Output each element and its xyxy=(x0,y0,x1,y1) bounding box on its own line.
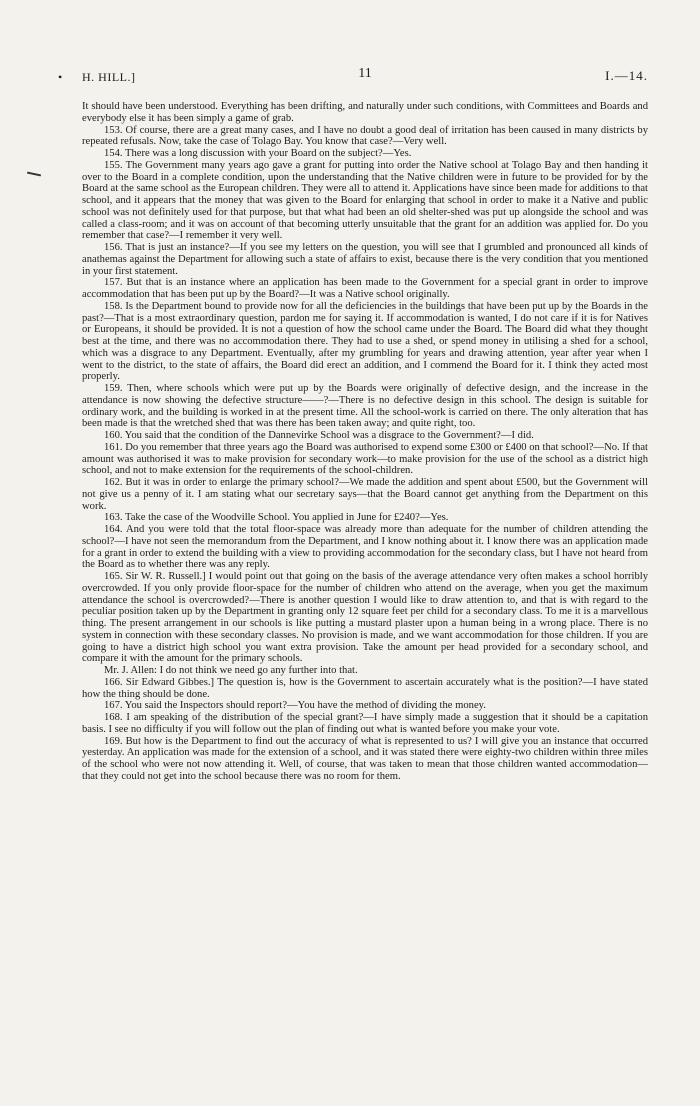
document-reference: I.—14. xyxy=(605,68,648,83)
document-body xyxy=(82,101,648,783)
margin-pencil-mark xyxy=(27,172,41,177)
paragraph: 168. I am speaking of the distribution of the special grant?—I have simply made a suggestion that it should be a capitation basis. I see no difficulty if you will follow out the plan of finding out what is wanted before you make your vote. xyxy=(82,712,648,735)
paragraph: 158. Is the Department bound to provide now for all the deficiencies in the buildings that have been put up by the Boards in the past?—That is a most extraordinary question, pardon me for saying it. If accommodation is wanted, I do not care if it is for Natives or Europeans, it should be provided. It is not a question of how the school came under the Board. The Board did what they thought best at the time, and there was no accommodation there. They had to use a shed, or spend money in utilising a shed for a school, which was a disgrace to any Department. Eventually, after my grumbling for years and drawing attention, year after year when I went to the district, to the state of affairs, the Board did erect an addition, and I commend the Board for it. I think they acted most properly. xyxy=(82,300,648,383)
header-witness-name: H. HILL.] xyxy=(82,70,136,84)
paragraph: 167. You said the Inspectors should report?—You have the method of dividing the money. xyxy=(104,700,486,712)
paragraph: 156. That is just an instance?—If you see my letters on the question, you will see that I grumbled and pronounced all kinds of anathemas against the Department for allowing such a state of affairs to exist, because there is the very condition that you mentioned in your first statement. xyxy=(82,242,648,277)
paragraph: 162. But it was in order to enlarge the primary school?—We made the addition and spent about £500, but the Government will not give us a penny of it. I am stating what our secretary says—that the Board cannot get anything from the Department on this work. xyxy=(82,477,648,512)
page-header xyxy=(82,66,648,88)
paragraph: 161. Do you remember that three years ago the Board was authorised to expend some £300 or £400 on that school?—No. If that amount was authorised it was to make provision for secondary work—to make provision for the use of the school as a district high school, and not to make extension for the requirements of the school-children. xyxy=(82,441,648,477)
paragraph: 169. But how is the Department to find out the accuracy of what is represented to us? I will give you an instance that occurred yesterday. An application was made for the extension of a school, and it was stated there were eighty-two children within three miles of the school who were not now attending it. Well, of course, that was taken to mean that those children wanted accommodation—that they could not get into the school because there was no room for them. xyxy=(82,735,648,782)
paragraph: It should have been understood. Everything has been drifting, and naturally under such conditions, with Committees and Boards and everybody else it has been simply a game of grab. xyxy=(82,101,648,124)
paragraph: Mr. J. Allen: I do not think we need go any further into that. xyxy=(104,665,358,676)
paragraph: 164. And you were told that the total floor-space was already more than adequate for the number of children attending the school?—I have not seen the memorandum from the Department, and I know nothing about it. I know there was an application made for a grant in order to extend the building with a view to providing accommodation for the secondary class, but I have not heard from the Board as to whether there was any reply. xyxy=(82,524,648,571)
paragraph: 166. Sir Edward Gibbes.] The question is, how is the Government to ascertain accurately what is the position?—I have stated how the thing should be done. xyxy=(82,676,648,700)
paragraph: 155. The Government many years ago gave a grant for putting into order the Native school at Tolago Bay and then handing it over to the Board in a complete condition, upon the understanding that the Native children were in future to be provided for by the Board at the same school as the European children. They were all to attend it. Applications have since been made for additions to that school, and it appears that the money that was given to the Board for enlarging that school in order to make it a Native and public school was not definitely used for that purpose, but that what had been an old shelter-shed was put up alongside the school and was called a class-room; and it was on account of that becoming utterly unsuitable that the grant for an addition was applied for. Do you remember that case?—I remember it very well. xyxy=(82,159,648,242)
paragraph: 165. Sir W. R. Russell.] I would point out that going on the basis of the average attendance very often makes a school horribly overcrowded. If you only provide floor-space for the number of children who attend on the average, when you get the maximum attendance the school is overcrowded?—There is another question I would like to draw attention to, and that is with regard to the peculiar position taken up by the Department in granting only 12 square feet per child for a secondary class. To me it is a marvellous thing. The present arrangement in our schools is like putting a mustard plaster upon a human being in a wrong place. There is no system in connection with these secondary classes. No provision is made, and we want accommodation for those children. If you are going to have a district high school you want extra provision. Take the amount per head provided for a secondary school, and compare it with the amount for the primary schools. xyxy=(82,571,648,665)
paragraph: 163. Take the case of the Woodville School. You applied in June for £240?—Yes. xyxy=(104,512,449,524)
paragraph: 157. But that is an instance where an application has been made to the Government for a special grant in order to improve accommodation that has been put up by the Board?—It was a Native school originally. xyxy=(82,277,648,300)
paragraph: 160. You said that the condition of the Dannevirke School was a disgrace to the Government?—I did. xyxy=(104,430,534,441)
paragraph: 154. There was a long discussion with your Board on the subject?—Yes. xyxy=(104,148,412,159)
paragraph: 153. Of course, there are a great many cases, and I have no doubt a good deal of irritation has been caused in many districts by repeated refusals. Now, take the case of Tolago Bay. You know that case?—Very well. xyxy=(82,124,648,148)
page-number: 11 xyxy=(358,66,372,81)
margin-bullet: • xyxy=(58,70,63,84)
paragraph: 159. Then, where schools which were put up by the Boards were originally of defective design, and the increase in the attendance is now showing the defective structure——?—There is no defective design in this school. The design is suitable for ordinary work, and the building is worked in at the present time. All the school-work is carried on there. The only alteration that has been made is that the wretched shed that was there has been taken away; and quite right, too. xyxy=(82,383,648,430)
